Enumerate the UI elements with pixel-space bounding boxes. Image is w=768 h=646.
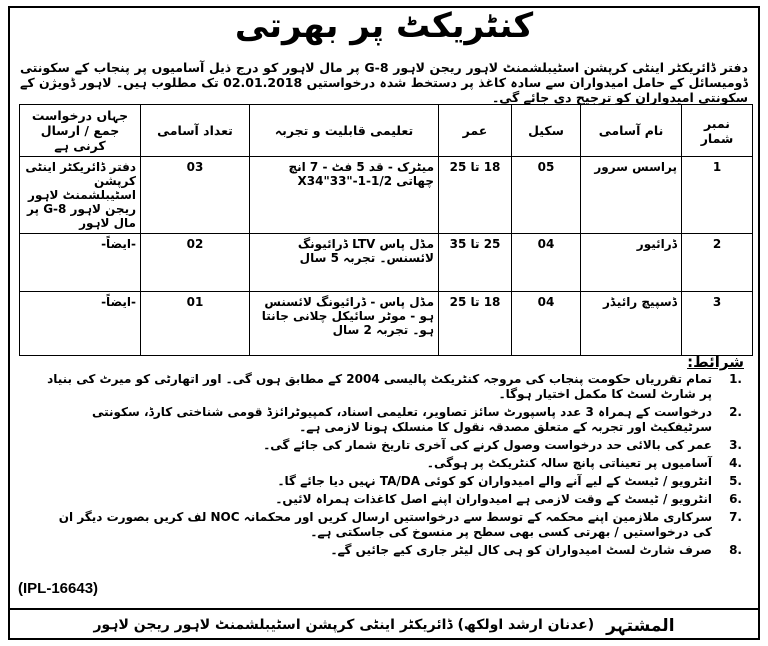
condition-text: آسامیوں پر تعیناتی پانچ سالہ کنٹریکٹ پر ہوگی۔	[426, 456, 712, 470]
header-age: عمر	[439, 105, 512, 157]
table-row	[20, 234, 753, 292]
header-serial: نمبر شمار	[682, 105, 753, 157]
cell-post: ڈرائیور	[581, 234, 682, 292]
cell-count: 01	[141, 292, 250, 356]
list-item	[36, 456, 742, 471]
cell-count: 03	[141, 157, 250, 234]
conditions-title: شرائط:	[687, 353, 744, 371]
condition-text: درخواست کے ہمراہ 3 عدد پاسپورٹ سائز تصاویر، تعلیمی اسناد، کمپیوٹرائزڈ قومی شناختی کارڈ، سکونتی سرٹیفکیٹ اور تجربہ کے متعلق مصدقہ نقول کا منسلک ہونا لازمی ہے۔	[91, 405, 712, 434]
header-count: تعداد آسامی	[141, 105, 250, 157]
cell-qualification: میٹرک - قد 5 فٹ - 7 انچ چھاتی 1/2-1-"33"X34	[250, 157, 439, 234]
list-item	[36, 438, 742, 453]
list-item	[36, 492, 742, 507]
cell-address: -ایضاً-	[20, 234, 141, 292]
advertiser-label: المشتہر	[606, 615, 675, 636]
table-row	[20, 292, 753, 356]
cell-count: 02	[141, 234, 250, 292]
list-item	[36, 510, 742, 540]
list-item	[36, 372, 742, 402]
ad-intro-paragraph: دفتر ڈائریکٹر اینٹی کرپشن اسٹیبلشمنٹ لاہور ریجن لاہور G-8 پر مال لاہور کو درج ذیل آسامیوں پر پنجاب کے سکونتی ڈومیسائل کے حامل امیدواران سے سادہ کاغذ پر دستخط شدہ درخواستیں 02.01.2018 تک مطلوب ہیں۔ لاہور ڈویژن کے سکونتی امیدواران کو ترجیح دی جائے گی۔	[20, 60, 748, 105]
condition-number: 1.	[729, 372, 742, 386]
condition-text: سرکاری ملازمین اپنے محکمہ کے توسط سے درخواستیں ارسال کریں اور محکمانہ NOC لف کریں بصورت دیگر ان کی درخواستیں / بھرتی کسی بھی سطح پر منسوخ کی جاسکتی ہے۔	[58, 510, 712, 539]
header-post: نام آسامی	[581, 105, 682, 157]
header-address: جہاں درخواست جمع / ارسال کرنی ہے	[20, 105, 141, 157]
condition-text: انٹرویو / ٹیسٹ کے لیے آنے والے امیدواران کو کوئی TA/DA نہیں دیا جائے گا۔	[277, 474, 712, 488]
condition-number: 8.	[729, 543, 742, 557]
condition-number: 4.	[729, 456, 742, 470]
condition-text: عمر کی بالائی حد درخواست وصول کرنے کی آخری تاریخ شمار کی جائے گی۔	[263, 438, 712, 452]
condition-number: 2.	[729, 405, 742, 419]
condition-number: 5.	[729, 474, 742, 488]
condition-number: 6.	[729, 492, 742, 506]
jobs-table	[19, 104, 753, 356]
condition-text: تمام تقرریاں حکومت پنجاب کی مروجہ کنٹریکٹ پالیسی 2004 کے مطابق ہوں گی۔ اور اتھارٹی کو میرٹ کی بنیاد پر شارٹ لسٹ کا مکمل اختیار ہوگا۔	[47, 372, 712, 401]
cell-age: 25 تا 35	[439, 234, 512, 292]
table-header-row	[20, 105, 753, 157]
header-qualification: تعلیمی قابلیت و تجربہ	[250, 105, 439, 157]
cell-post: ڈسپیچ رائیڈر	[581, 292, 682, 356]
cell-qualification: مڈل پاس - ڈرائیونگ لائسنس ہو - موٹر سائیکل چلانی جانتا ہو۔ تجربہ 2 سال	[250, 292, 439, 356]
cell-serial: 2	[682, 234, 753, 292]
condition-text: انٹرویو / ٹیسٹ کے وقت لازمی ہے امیدواران اپنے اصل کاغذات ہمراہ لائیں۔	[275, 492, 712, 506]
cell-age: 18 تا 25	[439, 292, 512, 356]
cell-address: -ایضاً-	[20, 292, 141, 356]
list-item	[36, 543, 742, 558]
cell-serial: 3	[682, 292, 753, 356]
cell-scale: 05	[512, 157, 581, 234]
condition-text: صرف شارٹ لسٹ امیدواران کو ہی کال لیٹر جاری کیے جائیں گے۔	[330, 543, 712, 557]
cell-post: پراسس سرور	[581, 157, 682, 234]
header-scale: سکیل	[512, 105, 581, 157]
condition-number: 7.	[729, 510, 742, 524]
table-row	[20, 157, 753, 234]
advertiser-footer	[8, 608, 760, 640]
cell-scale: 04	[512, 234, 581, 292]
cell-qualification: مڈل پاس LTV ڈرائیونگ لائسنس۔ تجربہ 5 سال	[250, 234, 439, 292]
ipl-number: (IPL-16643)	[18, 580, 99, 597]
cell-serial: 1	[682, 157, 753, 234]
cell-age: 18 تا 25	[439, 157, 512, 234]
cell-scale: 04	[512, 292, 581, 356]
conditions-list	[36, 372, 742, 561]
list-item	[36, 474, 742, 489]
list-item	[36, 405, 742, 435]
condition-number: 3.	[729, 438, 742, 452]
advertiser-name: (عدنان ارشد اولکھ) ڈائریکٹر اینٹی کرپشن اسٹیبلشمنٹ لاہور ریجن لاہور	[93, 617, 595, 633]
ad-title: کنٹریکٹ پر بھرتی	[234, 6, 534, 46]
cell-address: دفتر ڈائریکٹر اینٹی کرپشن اسٹیبلشمنٹ لاہور ریجن لاہور G-8 پر مال لاہور	[20, 157, 141, 234]
